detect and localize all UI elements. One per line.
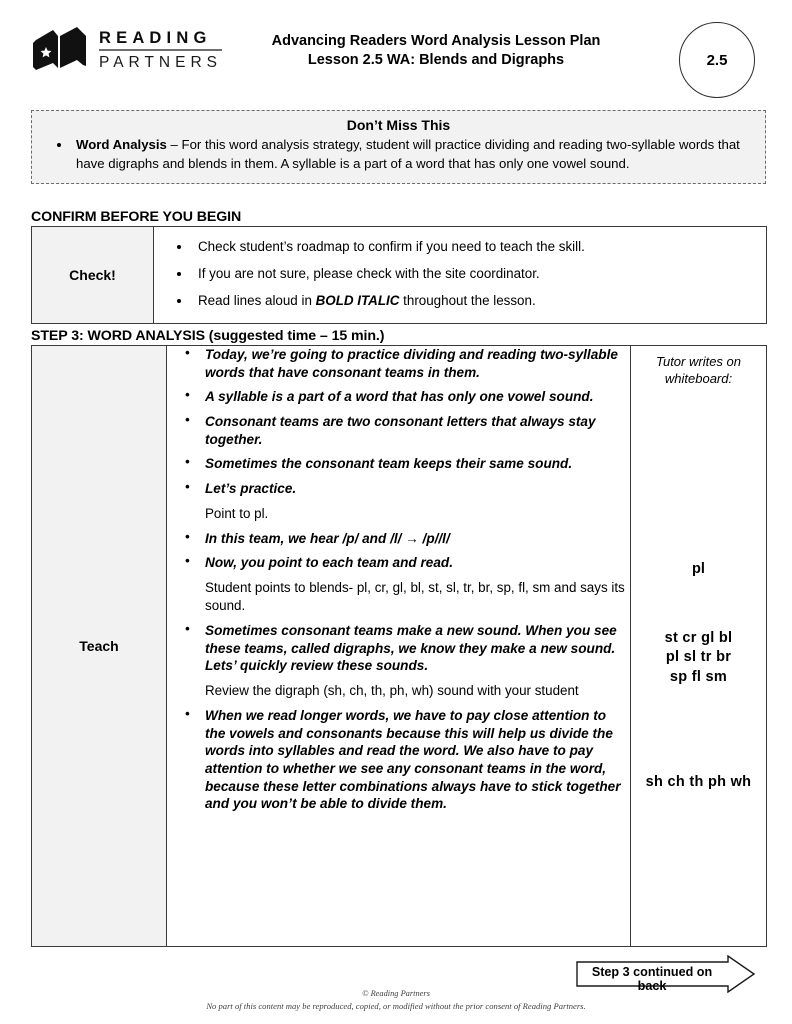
logo-line-reading: READING — [99, 28, 212, 47]
confirm-item-2-pre: Read lines aloud in — [198, 293, 316, 309]
table-row — [32, 227, 767, 324]
step3-row-label: Teach — [32, 346, 167, 947]
whiteboard-blends-grid — [631, 629, 766, 687]
list-item — [192, 238, 758, 256]
list-item: • Now, you point to each team and read. — [193, 554, 630, 572]
page-title-line-2: Lesson 2.5 WA: Blends and Digraphs — [307, 52, 565, 69]
whiteboard-blends-row-2: pl sl tr br — [665, 649, 732, 666]
whiteboard-digraphs: sh ch th ph wh — [645, 774, 752, 790]
continued-banner-text: Step 3 continued on back — [591, 965, 713, 993]
lesson-number-badge: 2.5 — [679, 22, 755, 98]
confirm-before-you-begin-table — [31, 226, 767, 324]
whiteboard-heading-line-1: Tutor writes on — [655, 354, 741, 369]
list-item — [192, 265, 758, 283]
logo-divider — [99, 49, 222, 51]
list-item: • Consonant teams are two consonant letters that always stay together. — [193, 413, 630, 448]
list-item — [72, 136, 755, 173]
list-item: • Let’s practice. — [193, 480, 630, 498]
confirm-item-0-text: Check student’s roadmap to confirm if you need to teach the skill. — [198, 239, 585, 254]
logo-line-partners: PARTNERS — [99, 54, 222, 71]
step3-teach-content — [167, 346, 631, 947]
confirm-row-label: Check! — [32, 227, 154, 324]
list-item: • When we read longer words, we have to pay close attention to the vowels and consonants because this will help us divide the words into syllables and read the word. We also have to pay attention to whether we see any consonant teams in the word, because these letter combinations always have to stick together and you won’t be able to divide them. — [193, 707, 630, 813]
list-item — [192, 292, 758, 310]
page-title-line-1: Advancing Readers Word Analysis Lesson Plan — [271, 33, 601, 49]
whiteboard-heading — [631, 346, 766, 388]
dont-miss-this-item-label: Word Analysis — [76, 137, 167, 152]
whiteboard-inner — [631, 346, 766, 946]
reading-partners-logo — [33, 26, 222, 74]
list-item: • In this team, we hear /p/ and /l/ → /p//l/ — [193, 530, 630, 548]
list-item: Student points to blends- pl, cr, gl, bl, st, sl, tr, br, sp, fl, sm and says its sound. — [205, 580, 625, 613]
list-item: Review the digraph (sh, ch, th, ph, wh) sound with your student — [205, 682, 579, 698]
dont-miss-this-item-text: – For this word analysis strategy, student will practice dividing and reading two-syllable words that have digraphs and blends in them. A syllable is a part of a word that has only one vowel sound. — [76, 137, 740, 171]
logo-wordmark — [99, 30, 222, 71]
list-item: • Sometimes the consonant team keeps their same sound. — [193, 455, 630, 473]
dont-miss-this-box — [31, 110, 766, 184]
confirm-item-1-text: If you are not sure, please check with the site coordinator. — [198, 266, 540, 282]
confirm-item-2-post: throughout the lesson. — [399, 293, 536, 309]
teach-script-list — [167, 346, 630, 813]
confirm-item-2-emphasis: BOLD ITALIC — [315, 293, 400, 309]
list-item: • Sometimes consonant teams make a new sound. When you see these teams, called digraphs, we know they make a new sound. Lets’ quickly review these sounds. — [193, 622, 630, 675]
whiteboard-blends-row-1: st cr gl bl — [664, 630, 733, 646]
step3-whiteboard-column — [631, 346, 767, 947]
whiteboard-heading-line-2: whiteboard: — [664, 370, 733, 386]
open-book-icon — [33, 26, 87, 74]
list-item: Point to pl. — [205, 505, 269, 521]
dont-miss-this-title: Don’t Miss This — [346, 117, 451, 133]
page-header — [0, 0, 792, 100]
step3-section-heading: STEP 3: WORD ANALYSIS (suggested time – 15 min.) — [31, 328, 385, 344]
confirm-list — [162, 238, 758, 310]
whiteboard-blends-row-3: sp fl sm — [669, 668, 728, 685]
list-item: • A syllable is a part of a word that has only one vowel sound. — [193, 388, 630, 406]
footer-legal-notice: No part of this content may be reproduced, copied, or modified without the prior consent of Reading Partners. — [206, 1001, 586, 1012]
page-title — [236, 32, 636, 70]
confirm-row-content — [154, 227, 767, 324]
list-item: • Today, we’re going to practice dividing and reading two-syllable words that have consonant teams in them. — [193, 346, 630, 381]
table-row — [32, 346, 767, 947]
page-footer — [0, 988, 792, 1013]
footer-copyright: © Reading Partners — [362, 989, 430, 998]
step3-word-analysis-table — [31, 345, 767, 947]
dont-miss-this-list — [42, 136, 755, 173]
whiteboard-single-blend: pl — [692, 561, 705, 577]
confirm-section-heading: CONFIRM BEFORE YOU BEGIN — [31, 209, 242, 225]
